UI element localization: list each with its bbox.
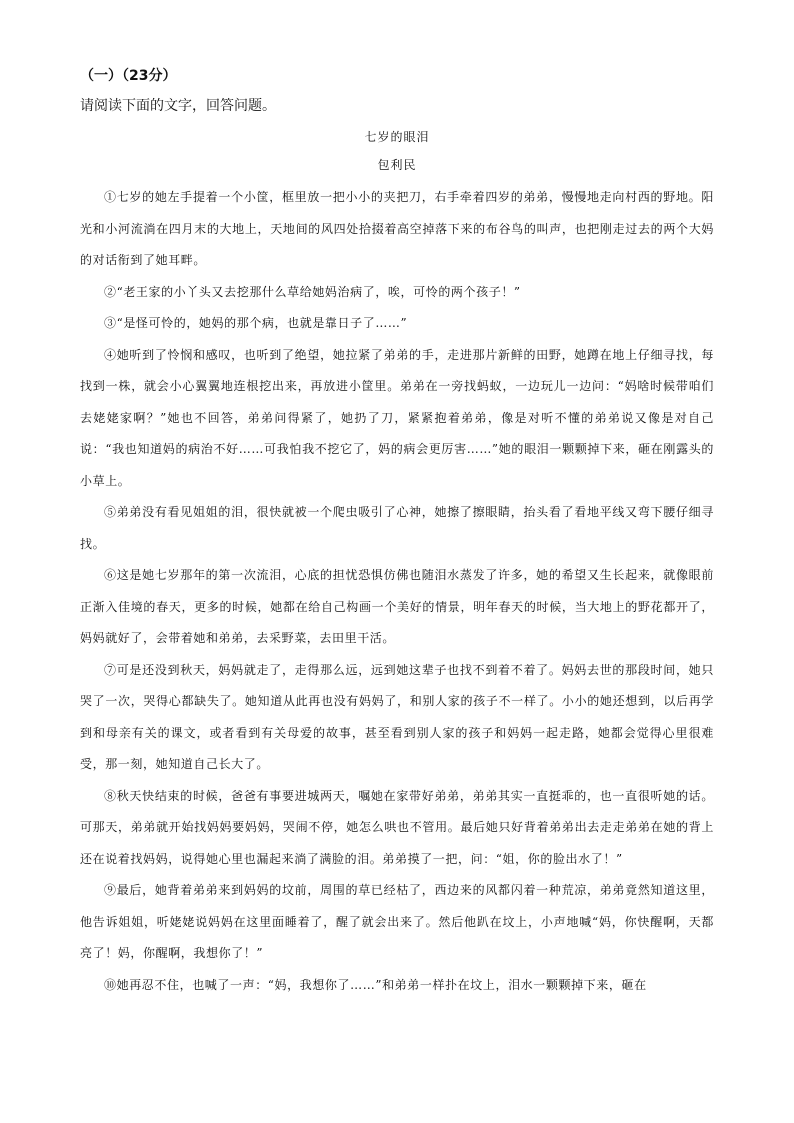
paragraph-10: ⑩她再忍不住，也喊了一声：“妈，我想你了……”和弟弟一样扑在坟上，泪水一颗颗掉下来，砸在 [104,977,647,992]
section-header: （一）（23分） [80,68,177,84]
article-author: 包利民 [377,158,417,172]
instruction-text: 请阅读下面的文字，回答问题。 [80,98,276,114]
paragraph-3: ③“是怪可怜的，她妈的那个病，也就是靠日子了……” [104,316,408,330]
paragraph-1: ①七岁的她左手提着一个小筐，框里放一把小小的夹把刀，右手牵着四岁的弟弟，慢慢地走向村西的野地。阳光和小河流淌在四月末的大地上，天地间的风四处拾掇着高空掉落下来的布谷鸟的叫声，也把刚走过去的两个大妈的对话衔到了她耳畔。 [80,190,714,267]
paragraph-4: ④她听到了怜悯和感叹，也听到了绝望，她拉紧了弟弟的手，走进那片新鲜的田野，她蹲在地上仔细寻找，每找到一株，就会小心翼翼地连根挖出来，再放进小筐里。弟弟在一旁找蚂蚁，一边玩儿一边问：“妈啥时候带咱们去姥姥家啊？”她也不回答，弟弟问得紧了，她扔了刀，紧紧抱着弟弟，像是对听不懂的弟弟说又像是对自己说：“我也知道妈的病治不好……可我怕我不挖它了，妈的病会更厉害……”她的眼泪一颗颗掉下来，砸在刚露头的小草上。 [80,347,714,488]
paragraph-8: ⑧秋天快结束的时候，爸爸有事要进城两天，嘱她在家带好弟弟，弟弟其实一直挺乖的，也一直很听她的话。可那天，弟弟就开始找妈妈要妈妈，哭闹不停，她怎么哄也不管用。最后她只好背着弟弟出去走走弟弟在她的背上还在说着找妈妈，说得她心里也漏起来淌了满脸的泪。弟弟摸了一把，问：“姐，你的脸出水了！” [80,788,714,866]
article-title: 七岁的眼泪 [364,130,430,144]
paragraph-7: ⑦可是还没到秋天，妈妈就走了，走得那么远，远到她这辈子也找不到着不着了。妈妈去世的那段时间，她只哭了一次，哭得心都缺失了。她知道从此再也没有妈妈了，和别人家的孩子不一样了。小小的她还想到，以后再学到和母亲有关的课文，或者看到有关母爱的故事，甚至看到别人家的孩子和妈妈一起走路，她都会觉得心里很难受，那一刻，她知道自己长大了。 [80,662,714,771]
paragraph-5: ⑤弟弟没有看见姐姐的泪，很快就被一个爬虫吸引了心神，她擦了擦眼睛，抬头看了看地平线又弯下腰仔细寻找。 [80,505,714,551]
article-body [80,182,714,1001]
paragraph-6: ⑥这是她七岁那年的第一次流泪，心底的担忧恐惧仿佛也随泪水蒸发了许多，她的希望又生长起来，就像眼前正渐入佳境的春天，更多的时候，她都在给自己构画一个美好的情景，明年春天的时候，当大地上的野花都开了，妈妈就好了，会带着她和弟弟，去采野菜，去田里干活。 [80,568,714,645]
paragraph-2: ②“老王家的小丫头又去挖那什么草给她妈治病了，唉，可怜的两个孩子！” [104,284,521,299]
paragraph-9: ⑨最后，她背着弟弟来到妈妈的坟前，周围的草已经枯了，西边来的风都闪着一种荒凉，弟弟竟然知道这里，他告诉姐姐，听姥姥说妈妈在这里面睡着了，醒了就会出来了。然后他趴在坟上，小声地喊“妈，你快醒啊，天都亮了！妈，你醒啊，我想你了！” [80,883,714,960]
